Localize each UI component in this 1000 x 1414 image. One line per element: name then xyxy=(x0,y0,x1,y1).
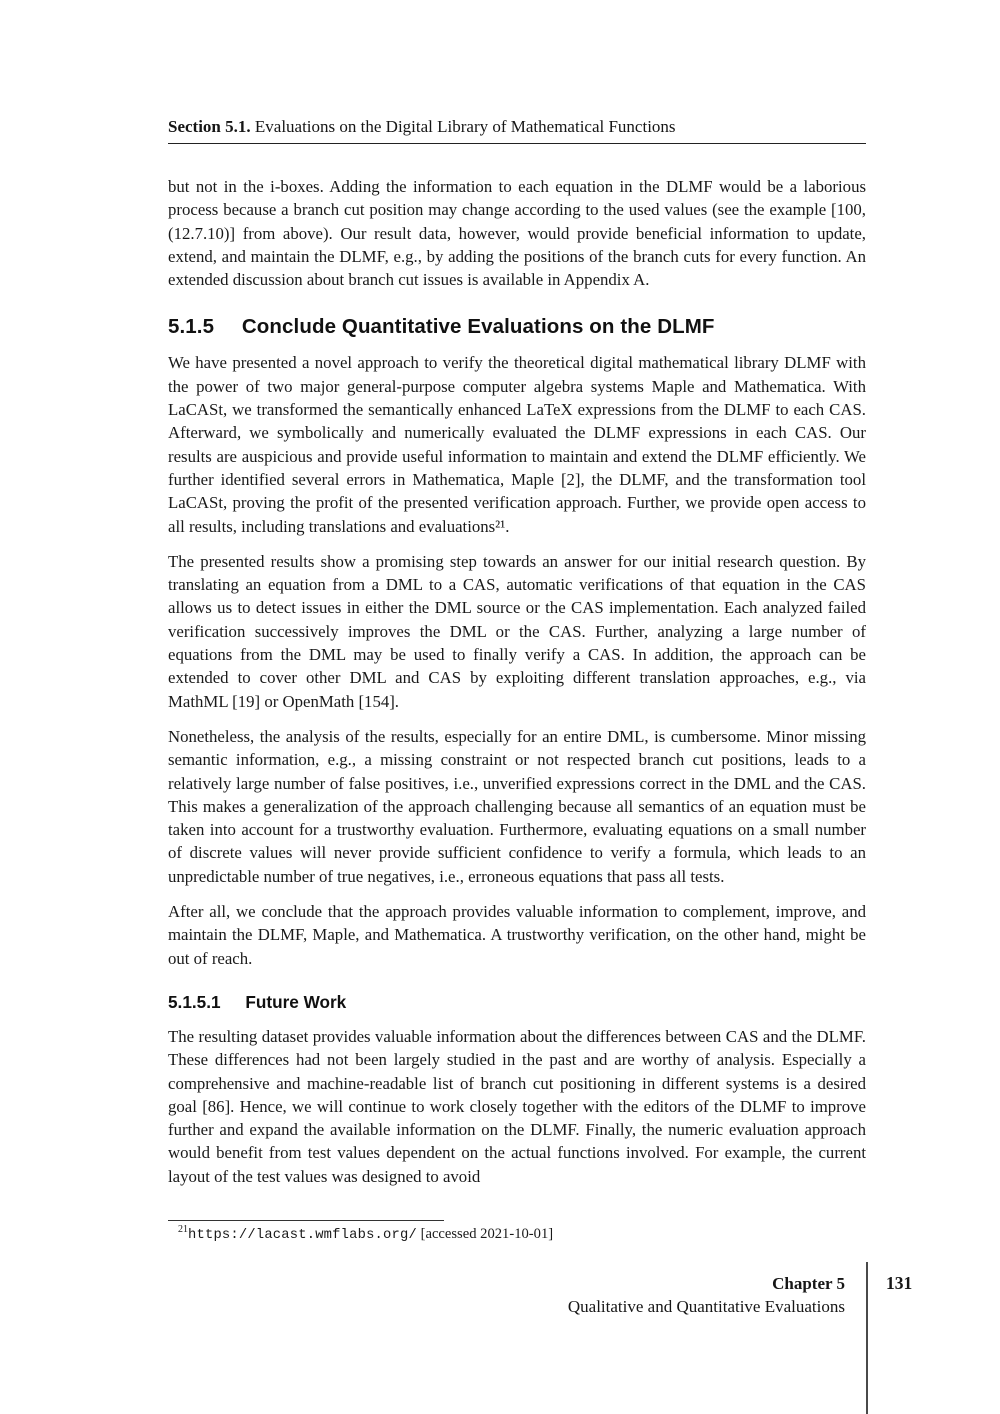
running-header-section-label: Section 5.1. xyxy=(168,117,251,136)
section-paragraph-3: Nonetheless, the analysis of the results, especially for an entire DML, is cumbersome. Minor missing semantic information, e.g., a missing constraint or not respected branch cut positions, leads to a relatively large number of false positives, i.e., unverified expressions correct in the DML and the CAS. This makes a generalization of the approach challenging because all semantics of an equation must be taken into account for a trustworthy evaluation. Furthermore, evaluating equations on a small number of discrete values will never provide sufficient confidence to verify a formula, which leads to an unpredictable number of true negatives, i.e., erroneous equations that pass all tests. xyxy=(168,726,866,886)
page-number: 131 xyxy=(886,1273,913,1293)
footer-vertical-rule xyxy=(866,1262,868,1414)
section-heading-title: Conclude Quantitative Evaluations on the DLMF xyxy=(241,315,715,339)
running-header-rule xyxy=(168,143,866,144)
footnote-area xyxy=(168,1220,866,1245)
section-paragraph-4: After all, we conclude that the approach provides valuable information to complement, improve, and maintain the DLMF, Maple, and Mathematica. A trustworthy verification, on the other hand, might be out of reach. xyxy=(168,902,866,968)
subsection-heading xyxy=(168,992,866,1013)
section-heading xyxy=(168,315,866,339)
running-header-section-title: Evaluations on the Digital Library of Mathematical Functions xyxy=(254,117,676,136)
subsection-paragraph: The resulting dataset provides valuable information about the differences between CAS and the DLMF. These differences had not been largely studied in the past and are worthy of analysis. Especially a comprehensive and machine-readable list of branch cut positioning in different systems is a desired goal [86]. Hence, we will continue to work closely together with the editors of the DLMF to improve further and expand the available information on the DLMF. Finally, the numeric evaluation approach would benefit from test values dependent on the actual functions involved. For example, the current layout of the test values was designed to avoid xyxy=(168,1026,866,1186)
subsection-heading-number: 5.1.5.1 xyxy=(168,991,221,1012)
section-paragraph-2: The presented results show a promising step towards an answer for our initial research question. By translating an equation from a DML to a CAS, automatic verifications of that equation in the CAS allows us to detect issues in either the DML source or the CAS implementation. Each analyzed failed verification successively improves the DML or the CAS. Further, analyzing a large number of equations from the DML may be used to finally verify a CAS. In addition, the approach can be extended to cover other DML and CAS by exploiting different translation approaches, e.g., via MathML [19] or OpenMath [154]. xyxy=(168,551,866,711)
footer-chapter-subtitle: Qualitative and Quantitative Evaluations xyxy=(567,1297,845,1316)
footnote-rule xyxy=(168,1220,444,1221)
footnote xyxy=(168,1225,866,1245)
footer-chapter-label: Chapter 5 xyxy=(772,1274,845,1293)
section-heading-number: 5.1.5 xyxy=(168,315,215,339)
page-body-column xyxy=(168,0,866,1212)
intro-paragraph: but not in the i-boxes. Adding the information to each equation in the DLMF would be a laborious process because a branch cut position may change according to the used values (see the example [100, (12.7.10)] from above). Our result data, however, would provide beneficial information to update, extend, and maintain the DLMF, e.g., by adding the positions of the branch cuts for every function. An extended discussion about branch cut issues is available in Appendix A. xyxy=(168,177,866,290)
footnote-marker: 21 xyxy=(178,1224,188,1236)
section-paragraph-1: We have presented a novel approach to verify the theoretical digital mathematical library DLMF with the power of two major general-purpose computer algebra systems Maple and Mathematica. With LaCASt, we transformed the semantically enhanced LaTeX expressions from the DLMF to each CAS. Afterward, we symbolically and numerically evaluated the DLMF expressions in each CAS. Our results are auspicious and provide useful information to maintain and extend the DLMF efficiently. We further identified several errors in Mathematica, Maple [2], the DLMF, and the transformation tool LaCASt, proving the profit of the presented verification approach. Further, we provide open access to all results, including translations and evaluations²¹. xyxy=(168,353,866,536)
footnote-url-link[interactable]: https://lacast.wmflabs.org/ xyxy=(188,1228,417,1243)
running-header xyxy=(168,116,866,137)
subsection-heading-title: Future Work xyxy=(245,991,347,1012)
page-footer xyxy=(568,1272,845,1318)
footnote-access-date: [accessed 2021-10-01] xyxy=(420,1226,554,1242)
